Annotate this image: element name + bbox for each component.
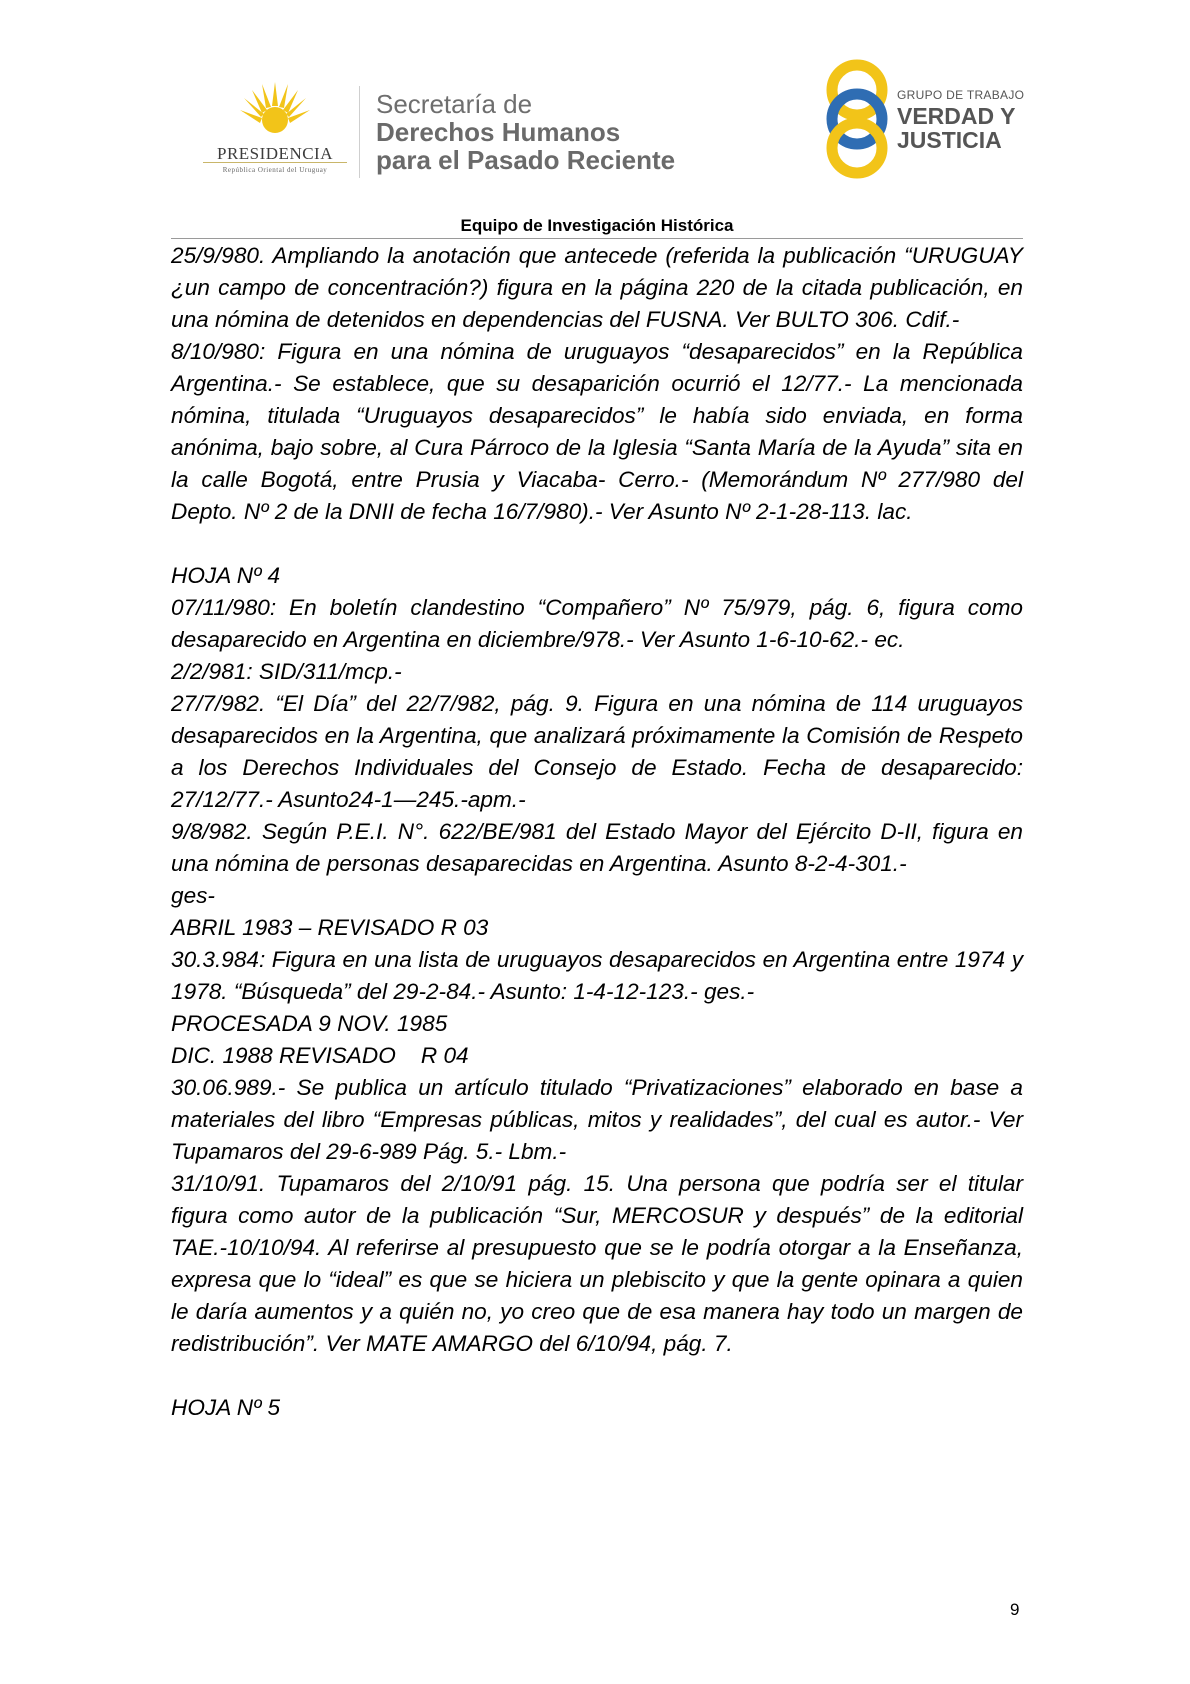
presidencia-logo — [195, 80, 355, 180]
interlocking-rings-icon — [822, 56, 892, 182]
paragraph: PROCESADA 9 NOV. 1985 — [171, 1011, 448, 1036]
paragraph: 30.06.989.- Se publica un artículo titulado “Privatizaciones” elaborado en base a materiales del libro “Empresas públicas, mitos y realidades”, del cual es autor.- Ver Tupamaros del 29-6-989 Pág. 5.- Lbm.- — [171, 1075, 1023, 1164]
verdad-justicia-logo — [822, 56, 1032, 182]
secretaria-line-2: Derechos Humanos — [376, 117, 621, 147]
paragraph: 25/9/980. Ampliando la anotación que antecede (referida la publicación “URUGUAY ¿un campo de concentración?) figura en la página 220 de la citada publicación, en una nómina de detenidos en dependencias del FUSNA. Ver BULTO 306. Cdif.- — [171, 243, 1023, 332]
page-number: 9 — [1010, 1600, 1020, 1619]
section-heading: HOJA Nº 4 — [171, 563, 281, 588]
secretaria-logo-text — [376, 90, 675, 174]
presidencia-title: PRESIDENCIA — [216, 144, 333, 163]
blank-line — [171, 1360, 1023, 1392]
verdad-justicia-line-1: GRUPO DE TRABAJO — [897, 88, 1025, 102]
sun-icon — [240, 80, 310, 144]
paragraph: DIC. 1988 REVISADO R 04 — [171, 1043, 469, 1068]
verdad-justicia-line-2: VERDAD Y — [897, 103, 1016, 129]
header-rule — [171, 238, 1023, 239]
paragraph: ges- — [171, 883, 215, 908]
paragraph: 9/8/982. Según P.E.I. N°. 622/BE/981 del Estado Mayor del Ejército D-II, figura en una nómina de personas desaparecidas en Argentina. Asunto 8-2-4-301.- — [171, 819, 1023, 876]
paragraph: 31/10/91. Tupamaros del 2/10/91 pág. 15. Una persona que podría ser el titular figura como autor de la publicación “Sur, MERCOSUR y después” de la editorial TAE.-10/10/94. Al referirse al presupuesto que se le podría otorgar a la Enseñanza, expresa que lo “ideal” es que se hiciera un plebiscito y que la gente opinara a quien le daría aumentos y a quién no, yo creo que de esa manera hay todo un margen de redistribución”. Ver MATE AMARGO del 6/10/94, pág. 7. — [171, 1171, 1023, 1356]
paragraph: 30.3.984: Figura en una lista de uruguayos desaparecidos en Argentina entre 1974 y 1978. “Búsqueda” del 29-2-84.- Asunto: 1-4-12-123.- ges.- — [171, 947, 1023, 1004]
paragraph: 8/10/980: Figura en una nómina de uruguayos “desaparecidos” en la República Argentina.- Se establece, que su desaparición ocurrió el 12/77.- La mencionada nómina, titulada “Uruguayos desaparecidos” le había sido enviada, en forma anónima, bajo sobre, al Cura Párroco de la Iglesia “Santa María de la Ayuda” sita en la calle Bogotá, entre Prusia y Viacaba- Cerro.- (Memorándum Nº 277/980 del Depto. Nº 2 de la DNII de fecha 16/7/980).- Ver Asunto Nº 2-1-28-113. lac. — [171, 339, 1023, 524]
section-heading: HOJA Nº 5 — [171, 1395, 281, 1420]
paragraph: 2/2/981: SID/311/mcp.- — [171, 659, 402, 684]
secretaria-line-1: Secretaría de — [376, 89, 533, 119]
logo-divider — [359, 86, 360, 178]
paragraph: 07/11/980: En boletín clandestino “Compañero” Nº 75/979, pág. 6, figura como desaparecido en Argentina en diciembre/978.- Ver Asunto 1-6-10-62.- ec. — [171, 595, 1023, 652]
presidencia-subtitle: República Oriental del Uruguay — [222, 166, 328, 174]
header-title: Equipo de Investigación Histórica — [460, 216, 734, 235]
document-body — [171, 240, 1023, 1424]
secretaria-line-3: para el Pasado Reciente — [376, 145, 676, 175]
verdad-justicia-line-3: JUSTICIA — [897, 127, 1002, 153]
blank-line — [171, 528, 1023, 560]
paragraph: 27/7/982. “El Día” del 22/7/982, pág. 9. Figura en una nómina de 114 uruguayos desaparecidos en la Argentina, que analizará próximamente la Comisión de Respeto a los Derechos Individuales del Consejo de Estado. Fecha de desaparecido: 27/12/77.- Asunto24-1—245.-apm.- — [171, 691, 1023, 812]
paragraph: ABRIL 1983 – REVISADO R 03 — [171, 915, 489, 940]
